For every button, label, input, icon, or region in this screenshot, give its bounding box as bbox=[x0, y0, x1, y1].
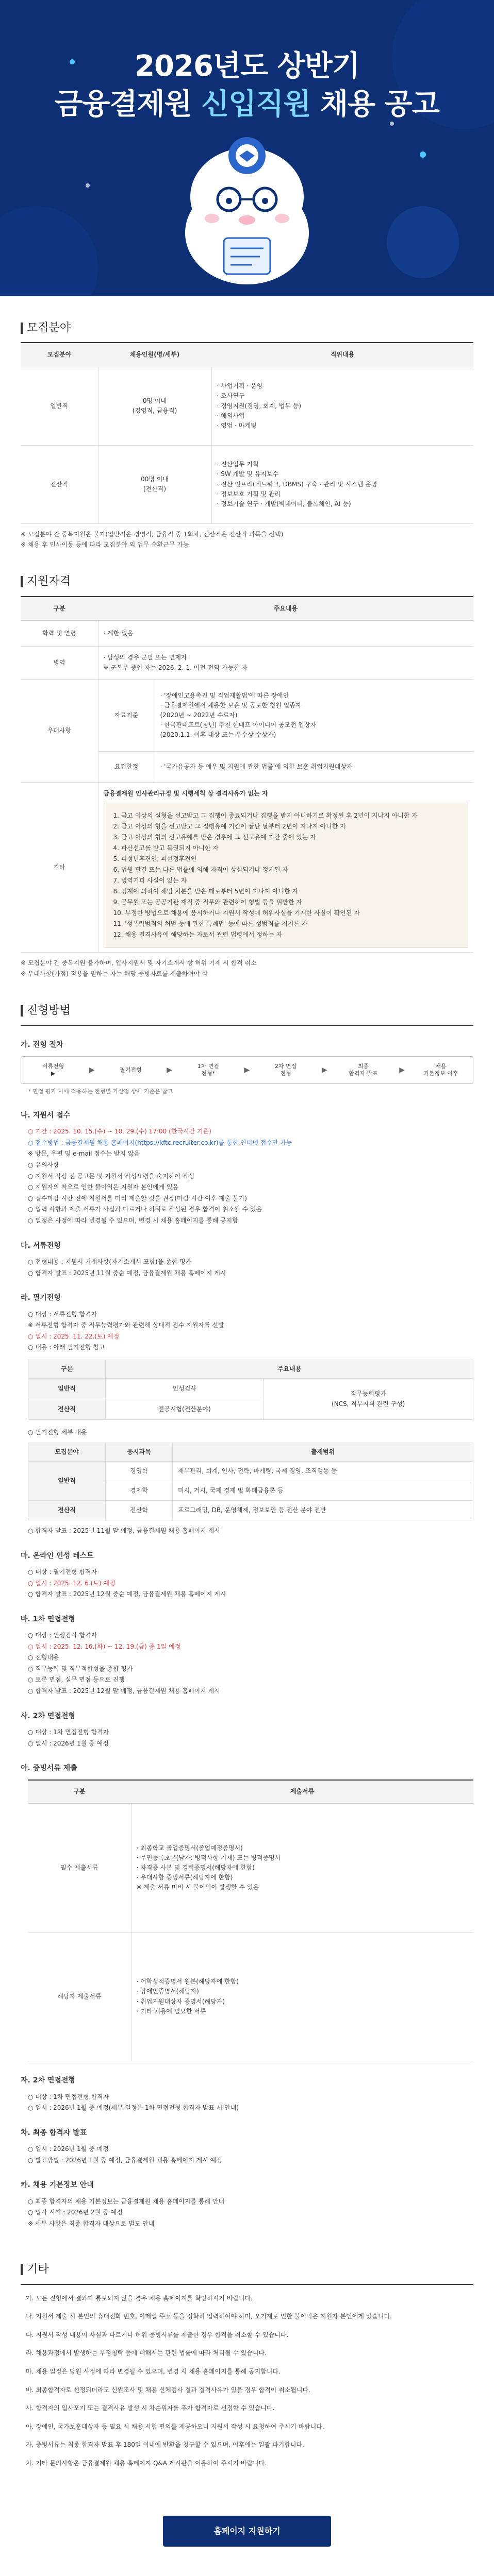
table-row bbox=[21, 621, 473, 647]
process-step: 필기전형 bbox=[120, 1066, 142, 1073]
subsection-title: 라. 필기전형 bbox=[21, 1294, 61, 1302]
table-header: 주요내용 bbox=[106, 1360, 473, 1378]
list-item: 자. 증빙서류는 최종 합격자 발표 후 180일 이내에 반환을 청구할 수 있으며, 이후에는 일괄 파기합니다. bbox=[26, 2441, 304, 2449]
subsection-title: 나. 지원서 접수 bbox=[21, 1111, 71, 1120]
list-item: 1. 금고 이상의 실형을 선고받고 그 집행이 종료되거나 집행을 받지 아니하기로 확정된 후 2년이 지나지 아니한 자 bbox=[113, 812, 418, 820]
list-item: ○ 지원서 작성 전 공고문 및 지원서 작성요령을 숙지하여 작성 bbox=[28, 1172, 195, 1180]
list-item: 차. 기타 문의사항은 금융결제원 채용 홈페이지 Q&A 게시판을 이용하여 주시기 바랍니다. bbox=[26, 2459, 267, 2467]
qual-key-cell: 우대사항 bbox=[21, 680, 98, 783]
table-header: 모집분야 bbox=[28, 1443, 106, 1461]
hero-title-line1: 2026년도 상반기 bbox=[135, 49, 359, 83]
list-item: ○ 합격자 발표 : 2025년 12월 중순 예정, 금융결제원 채용 홈페이지 게시 bbox=[28, 1590, 226, 1598]
arrow-right-icon: ▶ bbox=[167, 1065, 172, 1074]
homepage-link[interactable]: ○ 접수방법 : 금융결제원 채용 홈페이지(https://kftc.recruiter.co.kr)를 통한 인터넷 접수만 가능 bbox=[28, 1139, 292, 1146]
table-cell: 미시, 거시, 국제 경제 및 화폐금융론 등 bbox=[173, 1481, 473, 1500]
table-row bbox=[28, 1804, 473, 1933]
list-item: 8. 징계에 의하여 해임 처분을 받은 때로부터 5년이 지나지 아니한 자 bbox=[113, 888, 299, 895]
disqualification-box bbox=[104, 803, 469, 948]
table-header: 채용인원(명/세부) bbox=[98, 343, 211, 367]
qual-key-cell: 병역 bbox=[21, 647, 98, 680]
list-item: ○ 합격자 발표 : 2025년 11월 말 예정, 금융결제원 채용 홈페이지 게시 bbox=[28, 1527, 220, 1534]
section-title-selection bbox=[21, 1002, 473, 1025]
section-title-text: 전형방법 bbox=[27, 1004, 71, 1018]
table-header: 제출서류 bbox=[131, 1780, 473, 1804]
list-item: ○ 대상 : 1차 면접전형 합격자 bbox=[28, 1728, 109, 1736]
list-item: ○ 발표방법 : 2026년 1월 중 예정, 금융결제원 채용 홈페이지 게시 예정 bbox=[28, 2156, 222, 2164]
list-item: ○ 최종 합격자의 채용 기본정보는 금융결제원 채용 홈페이지를 통해 안내 bbox=[28, 2197, 224, 2205]
basic-info-list bbox=[21, 2196, 473, 2230]
subsection-title: 카. 채용 기본정보 안내 bbox=[21, 2181, 94, 2190]
table-row bbox=[28, 1933, 473, 2061]
table-header: 직위내용 bbox=[211, 343, 473, 367]
list-item: ○ 일정은 사정에 따라 변경될 수 있으며, 변경 시 채용 홈페이지를 통해 공지함 bbox=[28, 1217, 238, 1225]
note-line: ※ 채용 후 인사이동 등에 따라 모집분야 외 업무 순환근무 가능 bbox=[21, 541, 189, 549]
list-item: ○ 일시 : 2026년 1월 중 예정(세부 일정은 1차 면접전형 합격자 발표 시 안내) bbox=[28, 2104, 239, 2112]
list-item: 2. 금고 이상의 형을 선고받고 그 집행유예 기간이 끝난 날부터 2년이 지나지 아니한 자 bbox=[113, 823, 346, 831]
list-item: ○ 접수마감 시간 전에 지원서를 미리 제출할 것을 권장(마감 시간 이후 제출 불가) bbox=[28, 1194, 247, 1202]
list-item: ○ 일시 : 2025. 12. 6.(토) 예정 bbox=[28, 1579, 116, 1587]
process-step: 채용 기본정보 이후 bbox=[423, 1062, 458, 1077]
list-item: 라. 채용과정에서 발생하는 부정청탁 등에 대해서는 관련 법률에 따라 처리될 수 있습니다. bbox=[26, 2349, 267, 2357]
arrow-right-icon: ▶ bbox=[89, 1065, 95, 1074]
second-interview-list bbox=[21, 1727, 473, 1749]
list-item: ○ 대상 : 인성검사 합격자 bbox=[28, 1632, 97, 1639]
subsection-title: 가. 전형 절차 bbox=[21, 1041, 63, 1049]
table-cell: 직무능력평가 (NCS, 직무지식 관련 구성) bbox=[264, 1379, 473, 1420]
section-recruit-field bbox=[21, 319, 473, 550]
section-marker bbox=[21, 1005, 23, 1016]
section-title-text: 지원자격 bbox=[27, 575, 71, 588]
qual-key-cell: 기타 bbox=[21, 783, 98, 953]
third-interview-list bbox=[21, 2092, 473, 2114]
qual-sub-cell: 요건한정 bbox=[98, 752, 155, 783]
list-item: 다. 지원서 작성 내용이 사실과 다르거나 허위 증빙서류를 제출한 경우 합격을 취소할 수 있습니다. bbox=[26, 2331, 289, 2338]
list-item: ○ 기간 : 2025. 10. 15.(수) ~ 10. 29.(수) 17:00 (한국시간 기준) bbox=[28, 1128, 211, 1136]
process-step: 서류전형 ▶ bbox=[42, 1062, 64, 1077]
process-step: 2차 면접 전형 bbox=[274, 1062, 297, 1077]
table-cell: 인성검사 bbox=[106, 1379, 264, 1399]
process-step: 1차 면접 전형* bbox=[197, 1062, 219, 1077]
note-line: ※ 모집분야 간 중복지원은 불가(일반직은 경영직, 금융직 중 1회차, 전산직은 전산직 과목을 선택) bbox=[21, 530, 284, 538]
list-item: 11. '성폭력범죄의 처벌 등에 관한 특례법' 등에 따른 성범죄를 저지른 자 bbox=[113, 920, 308, 928]
list-item: 가. 모든 전형에서 결과가 통보되지 않을 경우 채용 홈페이지를 확인하시기 바랍니다. bbox=[26, 2294, 253, 2302]
hero-title-highlight: 신입직원 bbox=[201, 88, 311, 121]
section-title-qualifications bbox=[21, 572, 473, 596]
table-cell: 일반직 bbox=[28, 1379, 106, 1399]
list-item: ○ 내용 : 아래 필기전형 참고 bbox=[28, 1344, 105, 1351]
table-cell: 필수 제출서류 bbox=[28, 1804, 131, 1933]
table-cell: 전산학 bbox=[106, 1500, 173, 1520]
count-cell: 00명 이내 (전산직) bbox=[98, 445, 211, 523]
first-interview-list bbox=[21, 1630, 473, 1697]
section-title-text: 기타 bbox=[27, 2263, 49, 2276]
list-item: 9. 공무원 또는 공공기관 재직 중 직무와 관련하여 형법 등을 위반한 자 bbox=[113, 899, 302, 906]
field-name-cell: 전산직 bbox=[21, 445, 98, 523]
list-item: ○ 필기전형 세부 내용 bbox=[28, 1429, 87, 1436]
field-name-cell: 일반직 bbox=[21, 367, 98, 445]
hero-title-line2 bbox=[0, 81, 494, 128]
list-item: ※ 방문, 우편 및 e-mail 접수는 받지 않음 bbox=[28, 1150, 140, 1158]
table-header-row bbox=[28, 1780, 473, 1804]
document-screening-list bbox=[21, 1257, 473, 1279]
notes bbox=[21, 529, 473, 550]
count-cell: 0명 이내 (경영직, 금융직) bbox=[98, 367, 211, 445]
table-row bbox=[21, 783, 473, 953]
list-item: 7. 병역기피 사실이 있는 자 bbox=[113, 877, 187, 885]
table-row bbox=[28, 1461, 473, 1481]
subsection-title: 차. 최종 합격자 발표 bbox=[21, 2128, 87, 2137]
hero-title-tail: 채용 공고 bbox=[310, 88, 439, 121]
section-title-recruit-field bbox=[21, 319, 473, 342]
table-header: 주요내용 bbox=[98, 597, 473, 621]
table-row bbox=[28, 1500, 473, 1520]
list-item: 6. 법원 판결 또는 다른 법률에 의해 자격이 상실되거나 정지된 자 bbox=[113, 866, 288, 874]
section-title-etc bbox=[21, 2260, 473, 2283]
list-item: ○ 일시 : 2025. 11. 22.(토) 예정 bbox=[28, 1332, 120, 1340]
final-announcement-list bbox=[21, 2144, 473, 2166]
table-cell: 경영학 bbox=[106, 1461, 173, 1481]
list-item: 3. 금고 이상의 형의 선고유예를 받은 경우에 그 선고유예 기간 중에 있는 자 bbox=[113, 834, 316, 841]
list-item: ○ 합격자 발표 : 2025년 11월 중순 예정, 금융결제원 채용 홈페이지 게시 bbox=[28, 1269, 226, 1277]
online-test-list bbox=[21, 1567, 473, 1600]
arrow-right-icon: ▶ bbox=[321, 1065, 327, 1074]
qualification-table bbox=[21, 597, 473, 953]
hero-banner bbox=[0, 0, 494, 296]
qual-value-cell: · 제한 없음 bbox=[98, 621, 473, 647]
arrow-right-icon: ▶ bbox=[244, 1065, 250, 1074]
table-header-row bbox=[28, 1360, 473, 1378]
subsection-title: 사. 2차 면접전형 bbox=[21, 1711, 75, 1720]
list-item: 10. 부정한 방법으로 채용에 응시하거나 지원서 작성에 허위사실을 기재한 사실이 확인된 자 bbox=[113, 909, 360, 917]
list-item: 12. 채용 결격사유에 해당하는 자로서 관련 법령에서 정하는 자 bbox=[113, 931, 283, 939]
section-etc bbox=[21, 2260, 473, 2576]
section-title-text: 모집분야 bbox=[27, 321, 71, 334]
list-item: ○ 합격자 발표 : 2025년 12월 말 예정, 금융결제원 채용 홈페이지 게시 bbox=[28, 1687, 220, 1695]
list-item: 사. 합격자의 입사포기 또는 결격사유 발생 시 차순위자를 추가 합격자로 선정할 수 있습니다. bbox=[26, 2404, 275, 2412]
process-steps bbox=[21, 1056, 473, 1084]
etc-list bbox=[21, 2285, 473, 2485]
list-item: ○ 일시 : 2026년 1월 중 예정 bbox=[28, 2145, 109, 2153]
mascot-illustration bbox=[175, 135, 319, 290]
notes: ※ 모집분야 간 중복지원 불가하며, 입사지원서 및 자기소개서 상 허위 기재 시 합격 취소 ※ 우대사항(가점) 적용을 원하는 자는 해당 증빙자료를 제출하여야 함 bbox=[21, 959, 257, 977]
table-row bbox=[21, 367, 473, 445]
table-header: 모집분야 bbox=[21, 343, 98, 367]
table-cell: 전공시험(전산분야) bbox=[106, 1399, 264, 1420]
table-cell: 일반직 bbox=[28, 1461, 106, 1500]
list-item: 아. 장애인, 국가보훈대상자 등 필요 시 채용 시험 편의를 제공하오니 지원서 작성 시 요청하여 주시기 바랍니다. bbox=[26, 2422, 324, 2430]
disqualification-title: 금융결제원 인사관리규정 및 시행세칙 상 결격사유가 없는 자 bbox=[103, 790, 268, 798]
table-row bbox=[21, 680, 473, 752]
list-item: ○ 직무능력 및 직무적합성을 종합 평가 bbox=[28, 1665, 133, 1672]
recruit-field-table bbox=[21, 343, 473, 524]
table-header: 응시과목 bbox=[106, 1443, 173, 1461]
list-item: ○ 토론 면접, 실무 면접 등으로 진행 bbox=[28, 1676, 125, 1684]
duties-cell: · 사업기획 · 운영 · 조사연구 · 경영지원(경영, 회계, 법무 등) · 해외사업 · 영업 · 마케팅 bbox=[211, 367, 473, 445]
qual-value-cell: · '장애인고용촉진 및 직업재활법'에 따른 장애인 · 금융결제원에서 채용한 보훈 및 공로한 청원 업종자 (2020년 ~ 2022년 수료자) · 한국판태프트(청년) 추천 한태프 아이디어 공모전 입상자 (2020.1.1. 이후 대상 또는 우수상 수상자) bbox=[155, 680, 473, 752]
list-item: ○ 유의사항 bbox=[28, 1161, 59, 1169]
list-item: 5. 피성년후견인, 피한정후견인 bbox=[113, 855, 197, 863]
bottom-spacer bbox=[21, 2547, 473, 2576]
apply-homepage-button[interactable]: 홈페이지 지원하기 bbox=[163, 2516, 331, 2547]
qual-key-cell: 학력 및 연령 bbox=[21, 621, 98, 647]
subsection-title: 자. 2차 면접전형 bbox=[21, 2076, 75, 2085]
written-test-list bbox=[21, 1309, 473, 1353]
list-item: ○ 입사 시기 : 2026년 2월 중 예정 bbox=[28, 2209, 123, 2216]
process-step: 최종 합격자 발표 bbox=[349, 1062, 378, 1077]
arrow-right-icon: ▶ bbox=[399, 1065, 405, 1074]
table-header: 구분 bbox=[28, 1360, 106, 1378]
table-cell: 프로그래밍, DB, 운영체제, 정보보안 등 전산 분야 전반 bbox=[173, 1500, 473, 1520]
table-header: 출제범위 bbox=[173, 1443, 473, 1461]
table-cell: 경제학 bbox=[106, 1481, 173, 1500]
section-qualifications bbox=[21, 572, 473, 979]
hero-title-org: 금융결제원 bbox=[55, 88, 202, 121]
subsection-title: 다. 서류전형 bbox=[21, 1241, 61, 1250]
subsection-title: 마. 온라인 인성 테스트 bbox=[21, 1551, 94, 1560]
table-header: 구분 bbox=[21, 597, 98, 621]
list-item: ○ 대상 : 서류전형 합격자 bbox=[28, 1310, 97, 1318]
subsection-title: 아. 증빙서류 제출 bbox=[21, 1764, 77, 1773]
list-item: ○ 입력 사항과 제출 서류가 사실과 다르거나 허위로 작성된 경우 합격이 취소될 수 있음 bbox=[28, 1206, 262, 1213]
list-item: 4. 파산선고를 받고 복권되지 아니한 자 bbox=[113, 844, 219, 852]
table-row bbox=[21, 445, 473, 523]
table-header-row bbox=[21, 597, 473, 621]
qual-value-cell: · 남성의 경우 군필 또는 면제자 ※ 군복무 중인 자는 2026. 2. 1. 이전 전역 가능한 자 bbox=[98, 647, 473, 680]
evidence-table bbox=[28, 1780, 473, 2062]
table-header-row bbox=[28, 1443, 473, 1461]
list-item: ※ 서류전형 합격자 중 직무능력평가와 관련해 상대적 점수 지원자를 선발 bbox=[28, 1321, 224, 1329]
written-test-table bbox=[28, 1360, 473, 1420]
section-marker bbox=[21, 2264, 23, 2275]
process-note: * 면접 평가 시에 적용하는 전형별 가산점 상세 기준은 참고 bbox=[28, 1088, 173, 1095]
disqualification-cell bbox=[98, 783, 473, 953]
section-marker bbox=[21, 576, 23, 587]
list-item: ○ 대상 : 1차 면접전형 합격자 bbox=[28, 2093, 109, 2100]
reception-list bbox=[21, 1126, 473, 1226]
table-cell: · 어학성적증명서 원본(해당자에 한함) · 장애인증명서(해당자) · 취업지원대상자 증명서(해당자) · 기타 채용에 필요한 서류 bbox=[131, 1933, 473, 2061]
qual-value-cell: · '국가유공자 등 예우 및 지원에 관한 법률'에 의한 보훈 취업지원대상자 bbox=[155, 752, 473, 783]
list-item: 바. 최종합격자로 선정되더라도 신원조사 및 채용 신체검사 결과 결격사유가 있을 경우 합격이 취소됩니다. bbox=[26, 2386, 310, 2394]
list-item: ○ 일시 : 2026년 1월 중 예정 bbox=[28, 1739, 109, 1747]
subsection-title: 바. 1차 면접전형 bbox=[21, 1615, 75, 1623]
list-item: ○ 지원자의 착오로 인한 불이익은 지원자 본인에게 있음 bbox=[28, 1183, 179, 1191]
list-item: 나. 지원서 제출 시 본인의 휴대전화 번호, 이메일 주소 등을 정확히 입력하여야 하며, 오기재로 인한 불이익은 지원자 본인에게 있습니다. bbox=[26, 2313, 392, 2320]
table-cell: 전산직 bbox=[28, 1500, 106, 1520]
list-item: ○ 대상 : 필기전형 합격자 bbox=[28, 1568, 97, 1575]
table-cell: 해당자 제출서류 bbox=[28, 1933, 131, 2061]
list-item: ○ 전형내용 bbox=[28, 1654, 59, 1662]
qual-sub-cell: 자료기준 bbox=[98, 680, 155, 752]
list-item: ※ 세부 사항은 최종 합격자 대상으로 별도 안내 bbox=[28, 2219, 155, 2227]
written-test-detail-table bbox=[28, 1443, 473, 1520]
list-item: 마. 채용 일정은 당원 사정에 따라 변경될 수 있으며, 변경 시 채용 홈페이지를 통해 공지합니다. bbox=[26, 2368, 281, 2376]
table-row bbox=[28, 1379, 473, 1399]
table-header-row bbox=[21, 343, 473, 367]
table-cell: 재무관리, 회계, 인사, 전략, 마케팅, 국제 경영, 조직행동 등 bbox=[173, 1461, 473, 1481]
section-marker bbox=[21, 323, 23, 334]
section-selection-process bbox=[21, 1002, 473, 2229]
section-divider bbox=[21, 1025, 473, 1026]
table-row bbox=[21, 647, 473, 680]
table-cell: · 최종학교 졸업증명서(졸업예정증명서) · 주민등록초본(남자: 병적사항 기재) 또는 병적증명서 · 자격증 사본 및 경력증명서(해당자에 한함) · 우대사항 증빙서류(해당자에 한함) ※ 제출 서류 미비 시 불이익이 발생할 수 있음 bbox=[131, 1804, 473, 1933]
duties-cell: · 전산업무 기획 · SW 개발 및 유지보수 · 전산 인프라(네트워크, DBMS) 구축 · 관리 및 시스템 운영 · 정보보호 기획 및 관리 · 정보기술 연구 · 개발(빅데이터, 블록체인, AI 등) bbox=[211, 445, 473, 523]
table-cell: 전산직 bbox=[28, 1399, 106, 1420]
list-item: ○ 일시 : 2025. 12. 16.(화) ~ 12. 19.(금) 중 1일 예정 bbox=[28, 1642, 181, 1650]
list-item: ○ 전형내용 : 지원서 기재사항(자기소개서 포함)을 종합 평가 bbox=[28, 1258, 192, 1266]
table-header: 구분 bbox=[28, 1780, 131, 1804]
